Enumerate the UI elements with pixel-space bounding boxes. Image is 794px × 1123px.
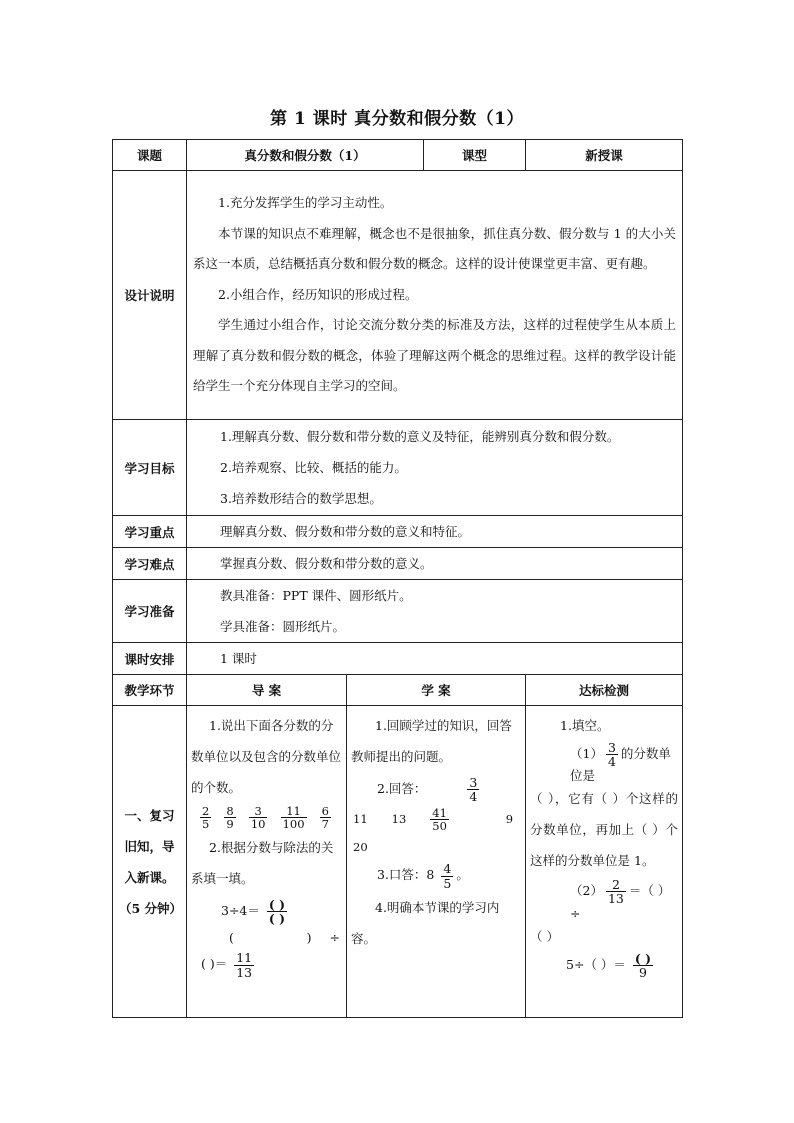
- design-paragraph: 学生通过小组合作，讨论交流分数分类的标准及方法，这样的过程使学生从本质上理解了真分数和假分数的概念，体验了理解这两个概念的思维过程。这样的教学设计能给学生一个充分体现自主学习的空间。: [193, 317, 677, 394]
- check-c1: 1.填空。: [560, 718, 610, 733]
- fraction: $\frac{3}{4}$: [607, 740, 616, 770]
- prep-row: [113, 580, 683, 643]
- fraction: $\frac{2}{13}$: [607, 877, 624, 907]
- guide-eq2-line1: ( ) ÷: [229, 930, 340, 946]
- study-a2: 2.回答： $\frac{3}{4}$: [377, 775, 478, 805]
- section-header-row: [113, 675, 683, 706]
- step-line: 旧知，导: [124, 838, 175, 854]
- goal-item: 3.培养数形结合的数学思想。: [220, 491, 382, 506]
- design-row: [113, 171, 683, 420]
- prep-student: 学具准备：圆形纸片。: [220, 619, 346, 634]
- section1-row: [113, 706, 683, 1018]
- design-content: [187, 171, 683, 420]
- schedule-row: [113, 643, 683, 675]
- design-paragraph: 1.充分发挥学生的学习主动性。: [218, 195, 393, 211]
- blank-fraction: $\frac{( )}{( )}$: [268, 897, 286, 927]
- section1-check: [526, 706, 683, 1018]
- prep-teacher: 教具准备：PPT 课件、圆形纸片。: [220, 588, 412, 603]
- guide-q1: 1.说出下面各分数的分数单位以及包含的分数单位的个数。: [191, 718, 342, 795]
- prep-label: 学习准备: [113, 580, 187, 643]
- check-c2: （1） $\frac{3}{4}$ 的分数单位是: [570, 740, 671, 784]
- section1-step: [113, 706, 187, 1018]
- check-c6: 5÷（ ）＝ $\frac{( )}{9}$: [566, 950, 652, 980]
- difficulty-label: 学习难点: [113, 548, 187, 580]
- schedule-label: 课时安排: [113, 643, 187, 675]
- study-a4: 4.明确本节课的学习内容。: [351, 899, 500, 946]
- header-study: 学 案: [347, 675, 526, 706]
- header-step: 教学环节: [113, 675, 187, 706]
- header-guide: 导 案: [187, 675, 347, 706]
- fraction: $\frac{11}{100}$: [282, 804, 305, 832]
- fraction: $\frac{41}{50}$: [432, 806, 447, 834]
- check-c3: （ ），它有（ ）个这样的分数单位，再加上（ ）个这样的分数单位是 1。: [530, 791, 679, 869]
- fraction: $\frac{11}{13}$: [236, 950, 253, 980]
- study-a1: 1.回顾学过的知识，回答教师提出的问题。: [351, 718, 512, 764]
- fraction: $\frac{2}{5}$: [202, 804, 210, 832]
- lesson-plan-table: [112, 139, 683, 1018]
- key-row: [113, 516, 683, 548]
- goal-item: 1.理解真分数、假分数和带分数的意义及特征，能辨别真分数和假分数。: [220, 429, 620, 444]
- fraction: $\frac{8}{9}$: [226, 804, 234, 832]
- fraction: $\frac{3}{4}$: [469, 775, 478, 805]
- section1-study: [347, 706, 526, 1018]
- step-line: （5 分钟）: [119, 900, 183, 916]
- study-a2-values: 11 13 $\frac{41}{50}$ 9: [353, 806, 514, 834]
- header-check: 达标检测: [526, 675, 683, 706]
- guide-eq1: 3÷4＝ $\frac{( )}{( )}$: [221, 897, 286, 927]
- key-value: 理解真分数、假分数和带分数的意义和特征。: [220, 524, 471, 539]
- difficulty-row: [113, 548, 683, 580]
- design-paragraph: 本节课的知识点不难理解，概念也不是很抽象，抓住真分数、假分数与 1 的大小关系这一本质，总结概括真分数和假分数的概念。这样的设计使课堂更丰富、更有趣。: [193, 225, 677, 272]
- step-line: 入新课。: [124, 869, 175, 885]
- goals-content: [187, 420, 683, 516]
- study-a3: 3.口答：8 $\frac{4}{5}$ 。: [377, 861, 469, 891]
- type-label: 课型: [424, 140, 526, 171]
- topic-row: [113, 140, 683, 171]
- study-a2-value-20: 20: [353, 840, 368, 855]
- schedule-value: 1 课时: [220, 651, 257, 666]
- guide-q2: 2.根据分数与除法的关系填一填。: [191, 840, 334, 887]
- guide-fraction-list: [191, 803, 342, 832]
- goals-row: [113, 420, 683, 516]
- check-c5: （ ）: [530, 928, 559, 944]
- design-paragraph: 2.小组合作，经历知识的形成过程。: [218, 286, 418, 302]
- page-title: 第 1 课时 真分数和假分数（1）: [270, 109, 524, 129]
- goal-item: 2.培养观察、比较、概括的能力。: [220, 460, 407, 475]
- step-line: 一、复习: [124, 807, 175, 823]
- fraction: $\frac{4}{5}$: [443, 861, 452, 891]
- goals-label: 学习目标: [113, 420, 187, 516]
- difficulty-value: 掌握真分数、假分数和带分数的意义。: [220, 556, 433, 571]
- check-c4: （2） $\frac{2}{13}$ ＝（ ）÷: [570, 877, 671, 921]
- fraction: $\frac{6}{7}$: [321, 804, 329, 832]
- type-value: 新授课: [526, 140, 683, 171]
- key-label: 学习重点: [113, 516, 187, 548]
- fraction: $\frac{3}{10}$: [250, 804, 266, 832]
- topic-label: 课题: [113, 140, 187, 171]
- section1-guide: [187, 706, 347, 1018]
- guide-eq2-line2: ( )＝ $\frac{11}{13}$: [201, 950, 253, 980]
- topic-value: 真分数和假分数（1）: [187, 140, 424, 171]
- blank-fraction: $\frac{( )}{9}$: [634, 950, 652, 980]
- design-label: 设计说明: [113, 171, 187, 420]
